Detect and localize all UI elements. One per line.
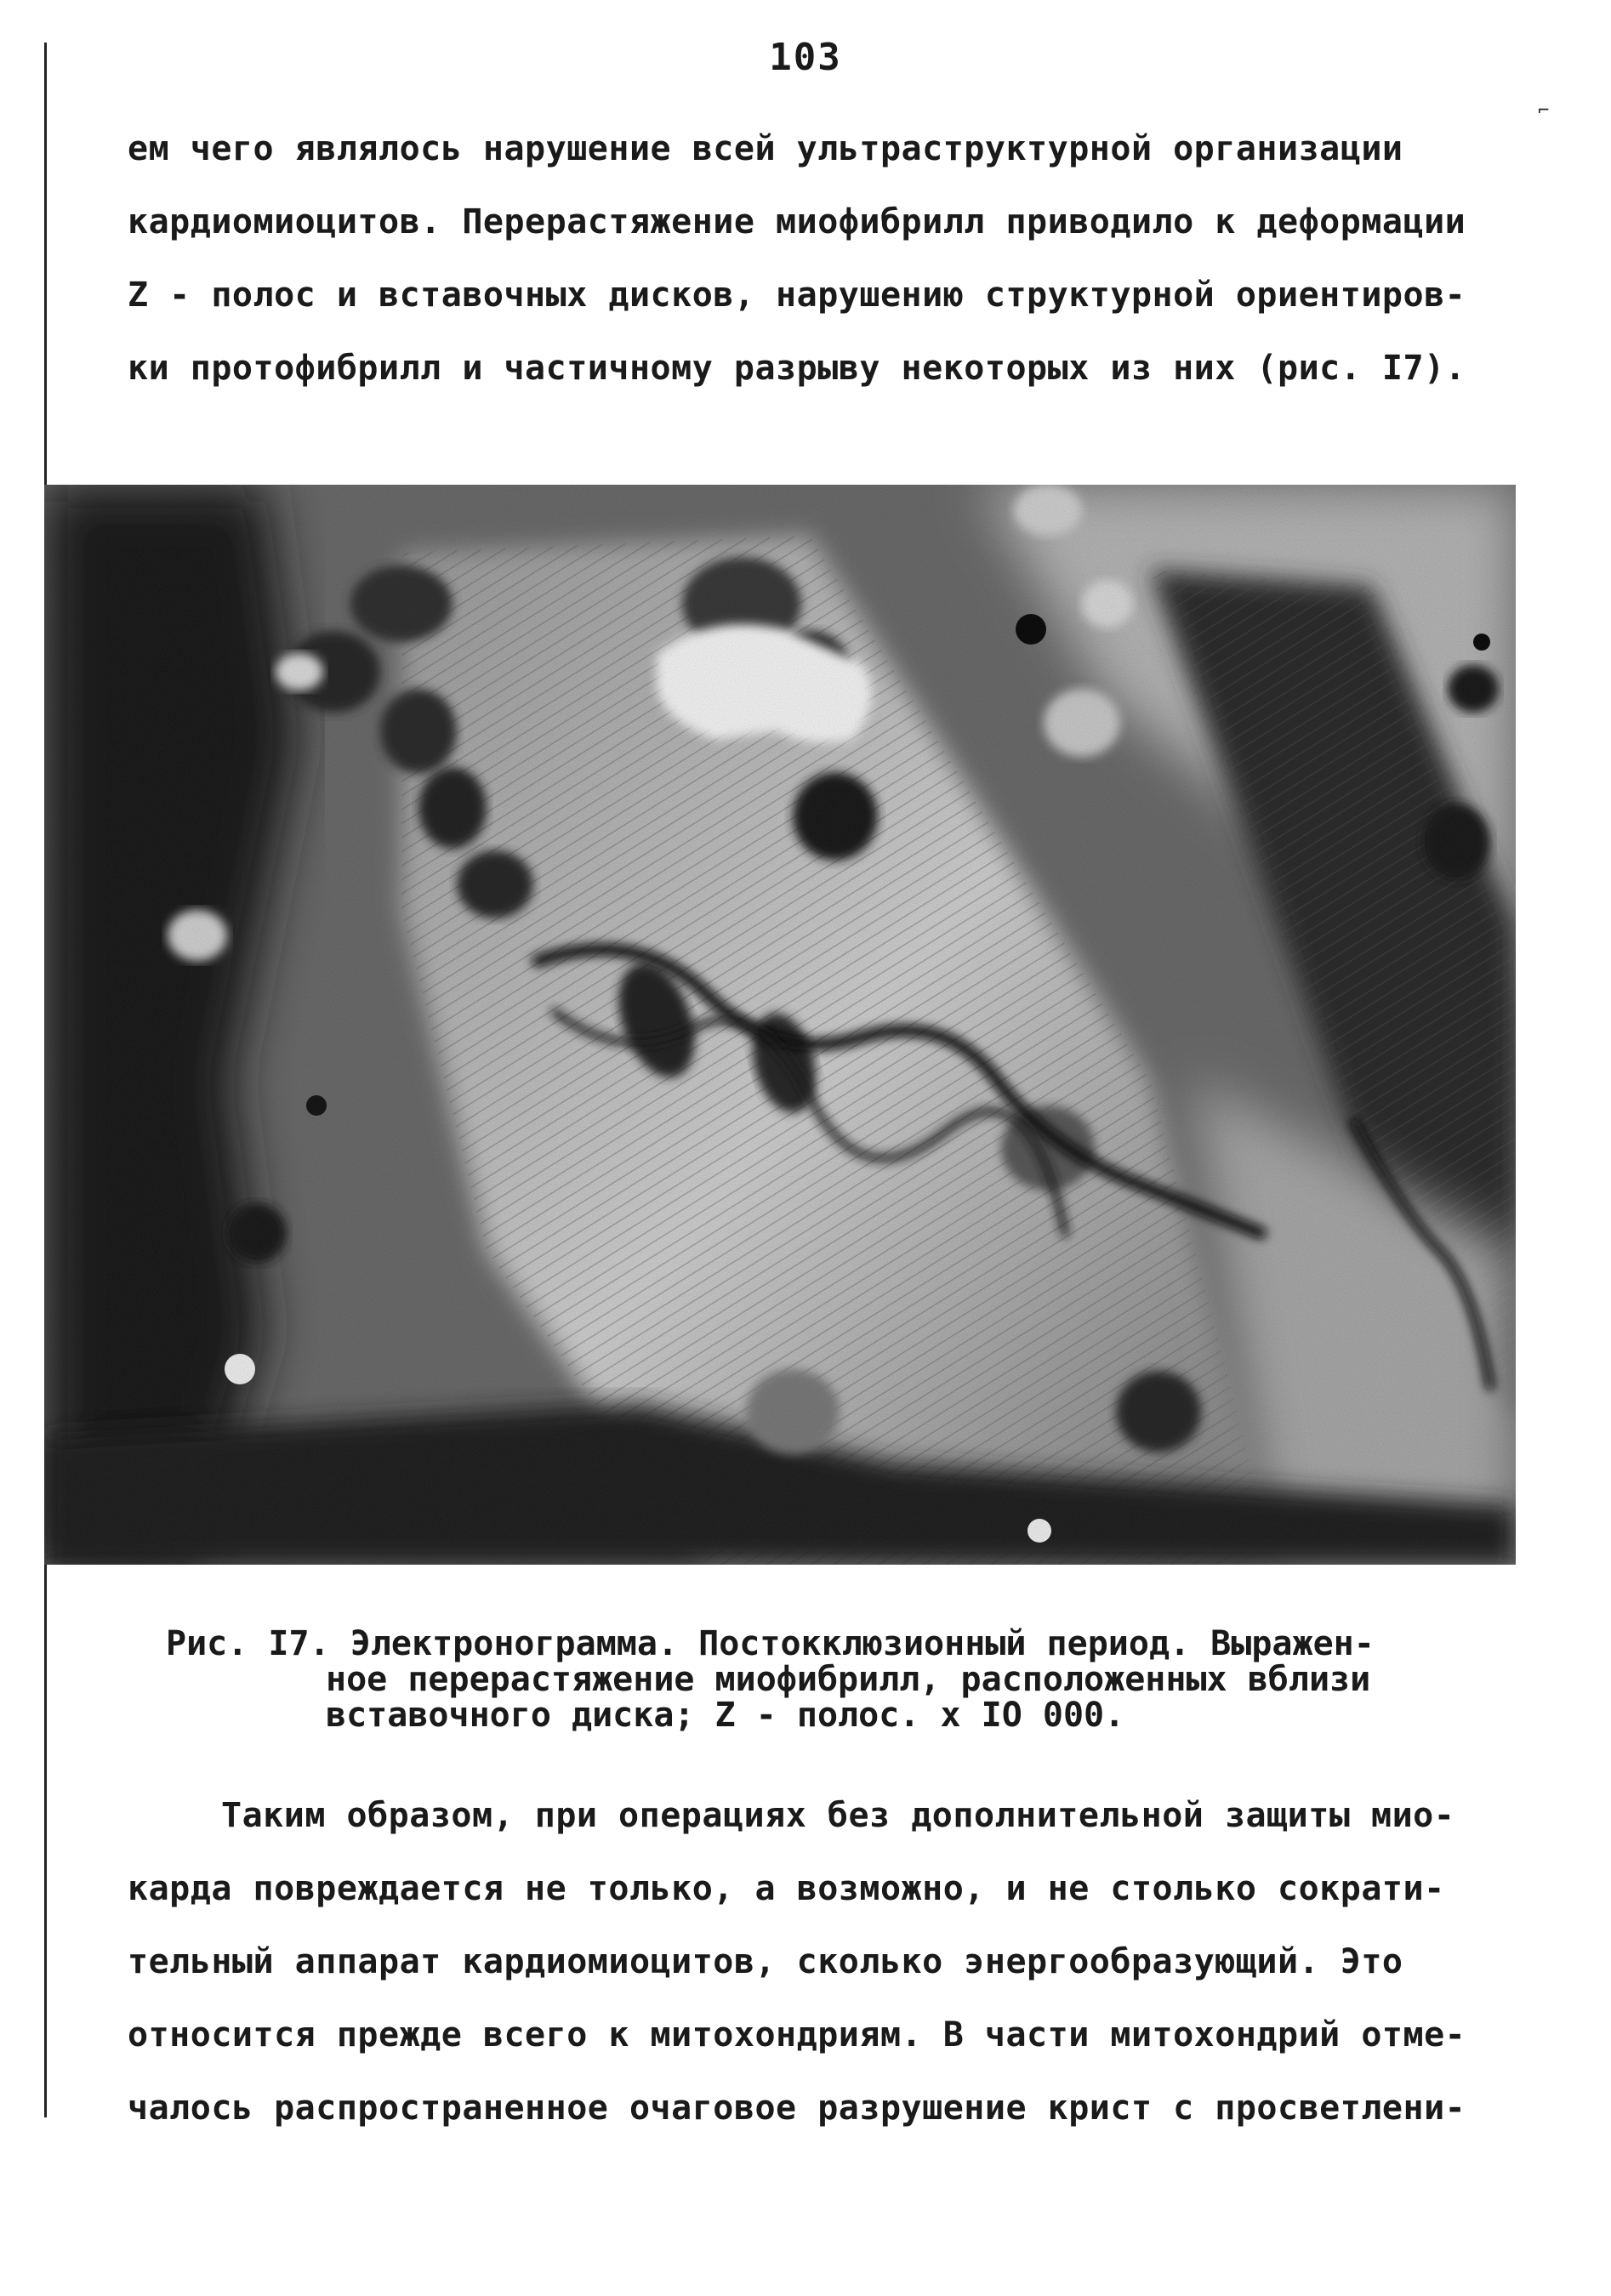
micrograph-image (44, 485, 1516, 1565)
text-line: относится прежде всего к митохондриям. В части митохондрий отме- (128, 2015, 1466, 2054)
margin-tick: ⌐ (1538, 100, 1550, 122)
text-line: ем чего являлось нарушение всей ультраструктурной организации (128, 129, 1403, 168)
caption-line: вставочного диска; Z - полос. х IO 000. (326, 1696, 1125, 1735)
caption-line: Рис. I7. Электронограмма. Постокклюзионный период. Выражен- (166, 1624, 1375, 1663)
text-line: Z - полос и вставочных дисков, нарушению структурной ориентиров- (128, 276, 1466, 315)
text-line: кардиомиоцитов. Перерастяжение миофибрилл приводило к деформации (128, 202, 1466, 242)
page-number: 103 (769, 36, 842, 79)
caption-line: ное перерастяжение миофибрилл, расположенных вблизи (326, 1660, 1371, 1699)
text-line: ки протофибрилл и частичному разрыву некоторых из них (рис. I7). (128, 349, 1466, 388)
electron-micrograph-figure (44, 485, 1516, 1565)
text-line: Таким образом, при операциях без дополнительной защиты мио- (221, 1796, 1455, 1835)
figure-caption (166, 1626, 1493, 1733)
text-line: чалось распространенное очаговое разрушение крист с просветлени- (128, 2089, 1466, 2128)
text-line: карда повреждается не только, а возможно, и не столько сократи- (128, 1869, 1445, 1908)
paragraph-bottom (128, 1779, 1523, 2145)
paragraph-top (128, 112, 1523, 405)
text-line: тельный аппарат кардиомиоцитов, сколько энергообразующий. Это (128, 1942, 1403, 1981)
